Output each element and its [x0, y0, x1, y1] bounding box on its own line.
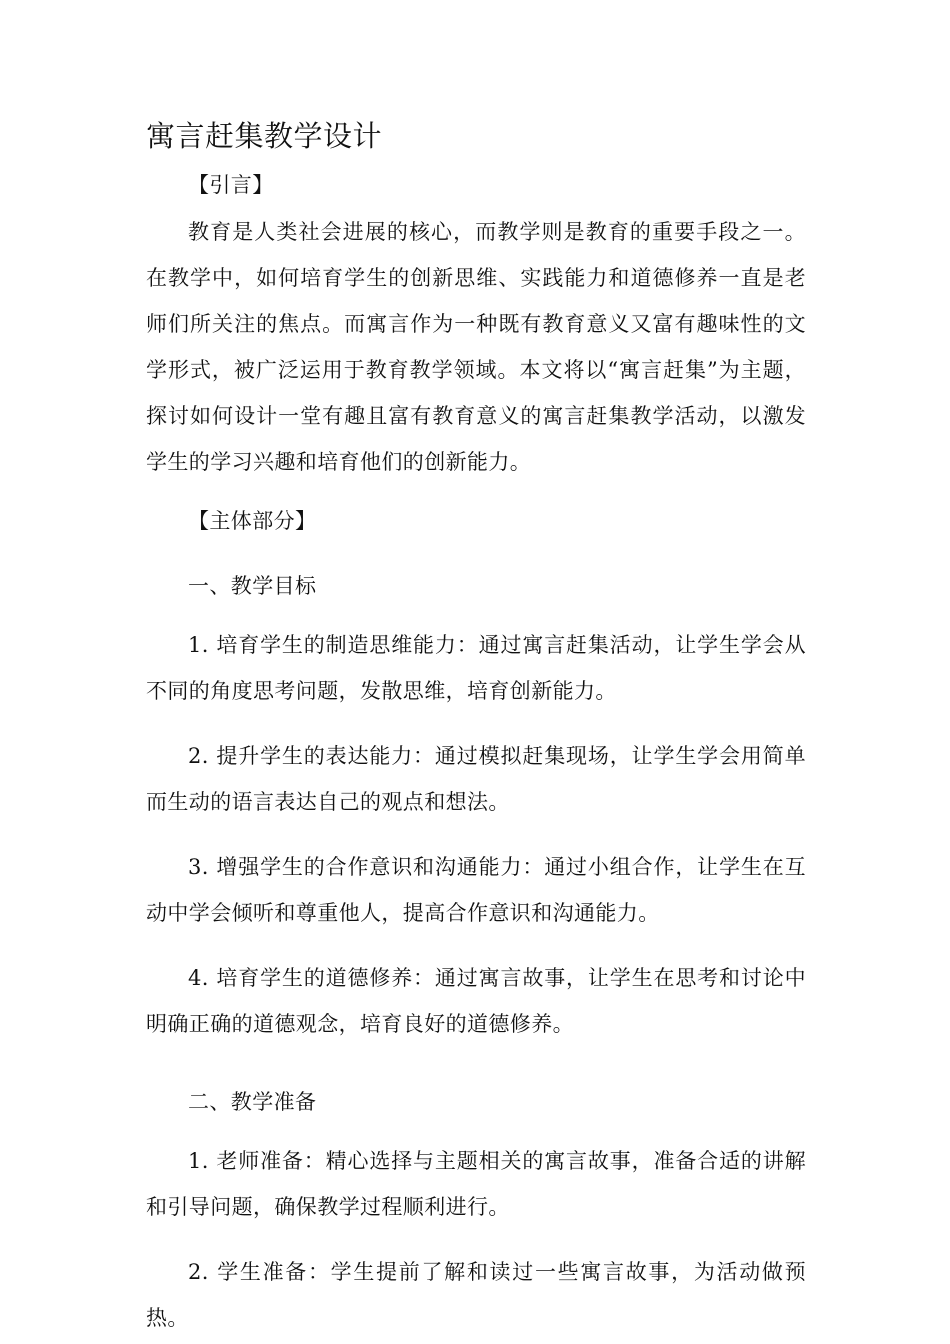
document-title: 寓言赶集教学设计 — [146, 119, 383, 153]
goal-item: 3. 增强学生的合作意识和沟通能力：通过小组合作，让学生在互动中学会倾听和尊重他人，提高合作意识和沟通能力。 — [146, 855, 806, 925]
intro-paragraph: 教育是人类社会进展的核心，而教学则是教育的重要手段之一。在教学中，如何培育学生的创新思维、实践能力和道德修养一直是老师们所关注的焦点。而寓言作为一种既有教育意义又富有趣味性的文学形式，被广泛运用于教育教学领域。本文将以“寓言赶集”为主题，探讨如何设计一堂有趣且富有教育意义的寓言赶集教学活动，以激发学生的学习兴趣和培育他们的创新能力。 — [146, 220, 806, 474]
goal-item: 4. 培育学生的道德修养：通过寓言故事，让学生在思考和讨论中明确正确的道德观念，培育良好的道德修养。 — [146, 966, 806, 1036]
section-heading-teaching-preparation: 二、教学准备 — [188, 1090, 317, 1114]
document-body — [146, 168, 806, 1341]
intro-heading: 【引言】 — [188, 173, 274, 197]
goal-item: 2. 提升学生的表达能力：通过模拟赶集现场，让学生学会用简单而生动的语言表达自己的观点和想法。 — [146, 744, 806, 814]
preparation-item: 1. 老师准备：精心选择与主题相关的寓言故事，准备合适的讲解和引导问题，确保教学过程顺利进行。 — [146, 1149, 806, 1219]
main-heading: 【主体部分】 — [188, 509, 317, 533]
section-heading-teaching-goals: 一、教学目标 — [188, 574, 317, 598]
goal-item: 1. 培育学生的制造思维能力：通过寓言赶集活动，让学生学会从不同的角度思考问题，发散思维，培育创新能力。 — [146, 633, 806, 703]
preparation-item: 2. 学生准备：学生提前了解和读过一些寓言故事，为活动做预热。 — [146, 1260, 806, 1330]
